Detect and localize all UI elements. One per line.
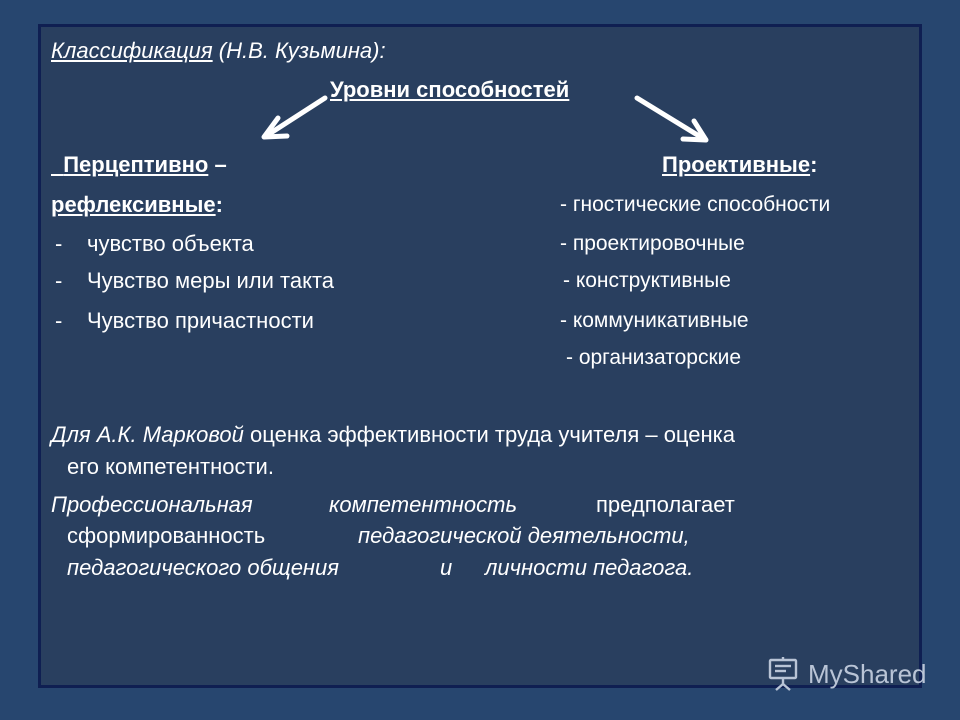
- markova-text: оценка эффективности труда учителя – оценка: [243, 422, 736, 447]
- paragraph-markova-line2: его компетентности.: [67, 454, 274, 479]
- right-item-3: - конструктивные: [563, 269, 731, 292]
- right-item-4: - коммуникативные: [560, 309, 749, 332]
- presentation-board-icon: [764, 656, 802, 692]
- competence-line3-a: педагогического общения: [67, 555, 340, 580]
- classification-line: [51, 38, 386, 64]
- left-heading-colon: :: [215, 192, 223, 217]
- left-heading-line1: [51, 152, 227, 178]
- left-item-1: чувство объекта: [87, 231, 254, 256]
- list-item: -: [55, 308, 63, 333]
- right-heading: [662, 152, 817, 178]
- competence-word-2: компетентность: [329, 492, 518, 517]
- competence-line2-b: педагогической деятельности,: [358, 523, 690, 548]
- classification-label: Классификация: [51, 38, 213, 63]
- competence-line2-a: сформированность: [67, 523, 266, 548]
- watermark: [764, 654, 927, 694]
- paragraph-markova-line1: [51, 422, 735, 448]
- competence-word-3: предполагает: [596, 492, 735, 517]
- right-heading-label: Проективные: [662, 152, 811, 177]
- competence-line3-c: личности педагога.: [485, 555, 694, 580]
- right-item-1: - гностические способности: [560, 193, 831, 216]
- classification-author: (Н.В. Кузьмина):: [212, 38, 386, 63]
- page-title: Уровни способностей: [330, 77, 570, 102]
- left-arrow-icon: [264, 98, 325, 137]
- right-heading-colon: :: [810, 152, 818, 177]
- left-item-2: Чувство меры или такта: [87, 268, 335, 293]
- competence-word-1: Профессиональная: [51, 492, 253, 517]
- left-heading-dash: –: [208, 152, 227, 177]
- left-item-3: Чувство причастности: [87, 308, 314, 333]
- list-item: -: [55, 231, 63, 256]
- left-heading-label: Перцептивно: [63, 152, 209, 177]
- markova-author: Для А.К. Марковой: [51, 422, 244, 447]
- competence-line3-b: и: [440, 555, 453, 580]
- right-item-2: - проектировочные: [560, 232, 745, 255]
- right-arrow-icon: [637, 98, 706, 140]
- left-heading-label2: рефлексивные: [51, 192, 216, 217]
- list-item: -: [55, 268, 63, 293]
- right-item-5: - организаторские: [566, 346, 742, 369]
- watermark-text: MyShared: [808, 658, 927, 689]
- left-heading-line2: [51, 192, 223, 218]
